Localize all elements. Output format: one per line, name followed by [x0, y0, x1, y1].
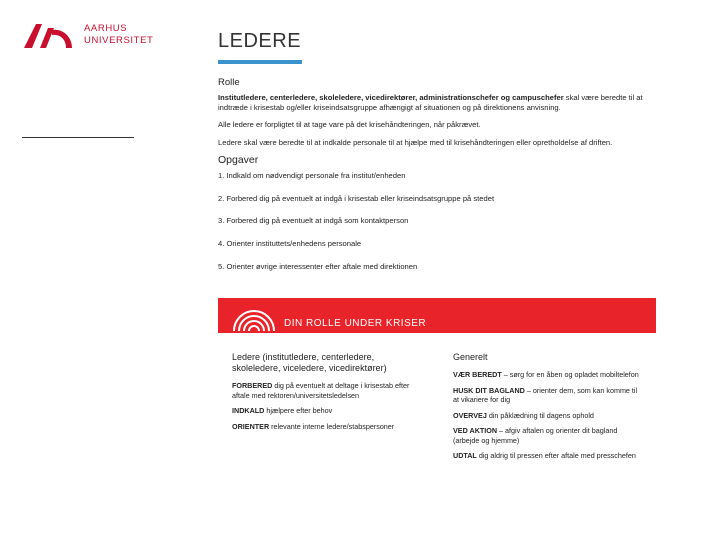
role-content: [218, 76, 658, 273]
general-item-text: dig aldrig til pressen efter aftale med presschefen: [476, 451, 636, 460]
leaders-item-text: relevante interne ledere/stabspersoner: [269, 421, 395, 431]
crisis-role-banner: [218, 298, 656, 333]
leaders-item: [232, 381, 417, 400]
task-item: 1. Indkald om nødvendigt personale fra institut/enheden: [218, 170, 406, 180]
leaders-item-keyword: FORBERED: [232, 381, 273, 390]
general-item: [453, 386, 643, 405]
task-item: 3. Forbered dig på eventuelt at indgå som kontaktperson: [218, 216, 409, 226]
general-item-keyword: OVERVEJ: [453, 410, 487, 420]
general-heading: Generelt: [453, 352, 488, 362]
general-item: [453, 370, 643, 380]
leaders-heading: Ledere (institutledere, centerledere, skoleledere, viceledere, vicedirektører): [232, 352, 387, 373]
role-paragraph-2: Alle ledere er forpligtet til at tage vare på det krisehåndteringen, når påkrævet.: [218, 120, 481, 130]
general-item-keyword: HUSK DIT BAGLAND: [453, 385, 525, 395]
brand-name: [84, 23, 153, 47]
leaders-item: [232, 406, 417, 416]
task-item: 5. Orienter øvrige interessenter efter aftale med direktionen: [218, 261, 418, 271]
role-paragraph-3: Ledere skal være beredte til at indkalde personale til at hjælpe med til krisehåndteringen eller opretholdelse af driften.: [218, 138, 613, 148]
leaders-item-text: hjælpere efter behov: [264, 406, 333, 415]
brand-line-2: UNIVERSITET: [84, 35, 154, 46]
general-item-keyword: UDTAL: [453, 451, 477, 460]
general-item: [453, 426, 643, 445]
university-logo: [22, 20, 162, 54]
leaders-column: [232, 352, 417, 437]
general-item-text: din påklædning til dagens ophold: [486, 410, 594, 420]
general-item-keyword: VÆR BEREDT: [453, 370, 502, 379]
aarhus-seal-icon: [22, 22, 74, 50]
general-column: [453, 352, 643, 467]
general-item-text: – afgiv aftalen og orienter dit bagland (arbejde og hjemme): [453, 426, 618, 445]
leaders-item-text: dig på eventuelt at deltage i krisestab efter aftale med rektoren/universitetsledelsen: [232, 381, 410, 400]
leaders-item-keyword: INDKALD: [232, 406, 265, 415]
banner-title: DIN ROLLE UNDER KRISER: [284, 318, 427, 329]
general-item: [453, 451, 643, 461]
brand-line-1: AARHUS: [84, 23, 128, 34]
rainbow-arcs-icon: [230, 305, 278, 331]
role-heading: Rolle: [218, 77, 240, 88]
tasks-list: [218, 171, 658, 272]
general-item-text: – sørg for en åben og opladet mobiltelefon: [501, 370, 639, 379]
page-title: LEDERE: [218, 30, 302, 52]
general-item-keyword: VED AKTION: [453, 426, 498, 435]
leaders-item-keyword: ORIENTER: [232, 421, 270, 431]
role-paragraph-1-bold: Institutledere, centerledere, skoleledere, vicedirektører, administrationschefer og campuschefer: [218, 92, 564, 102]
general-item-text: – orienter dem, som kan komme til at vikariere for dig: [453, 385, 638, 404]
general-item: [453, 411, 643, 421]
tasks-heading: Opgaver: [218, 153, 259, 166]
role-paragraph-1-text: skal være beredte til at indtræde i krisestab og/eller kriseindsatsgruppe afhængigt af situationen og på direktionens anvisning.: [218, 92, 643, 112]
leaders-item: [232, 422, 417, 432]
task-item: 2. Forbered dig på eventuelt at indgå i krisestab eller kriseindsatsgruppe på stedet: [218, 193, 495, 203]
role-paragraph-1: [218, 93, 658, 113]
task-item: 4. Orienter instituttets/enhedens personale: [218, 239, 362, 249]
title-underline: [218, 60, 302, 64]
sidebar-divider: [22, 137, 134, 138]
